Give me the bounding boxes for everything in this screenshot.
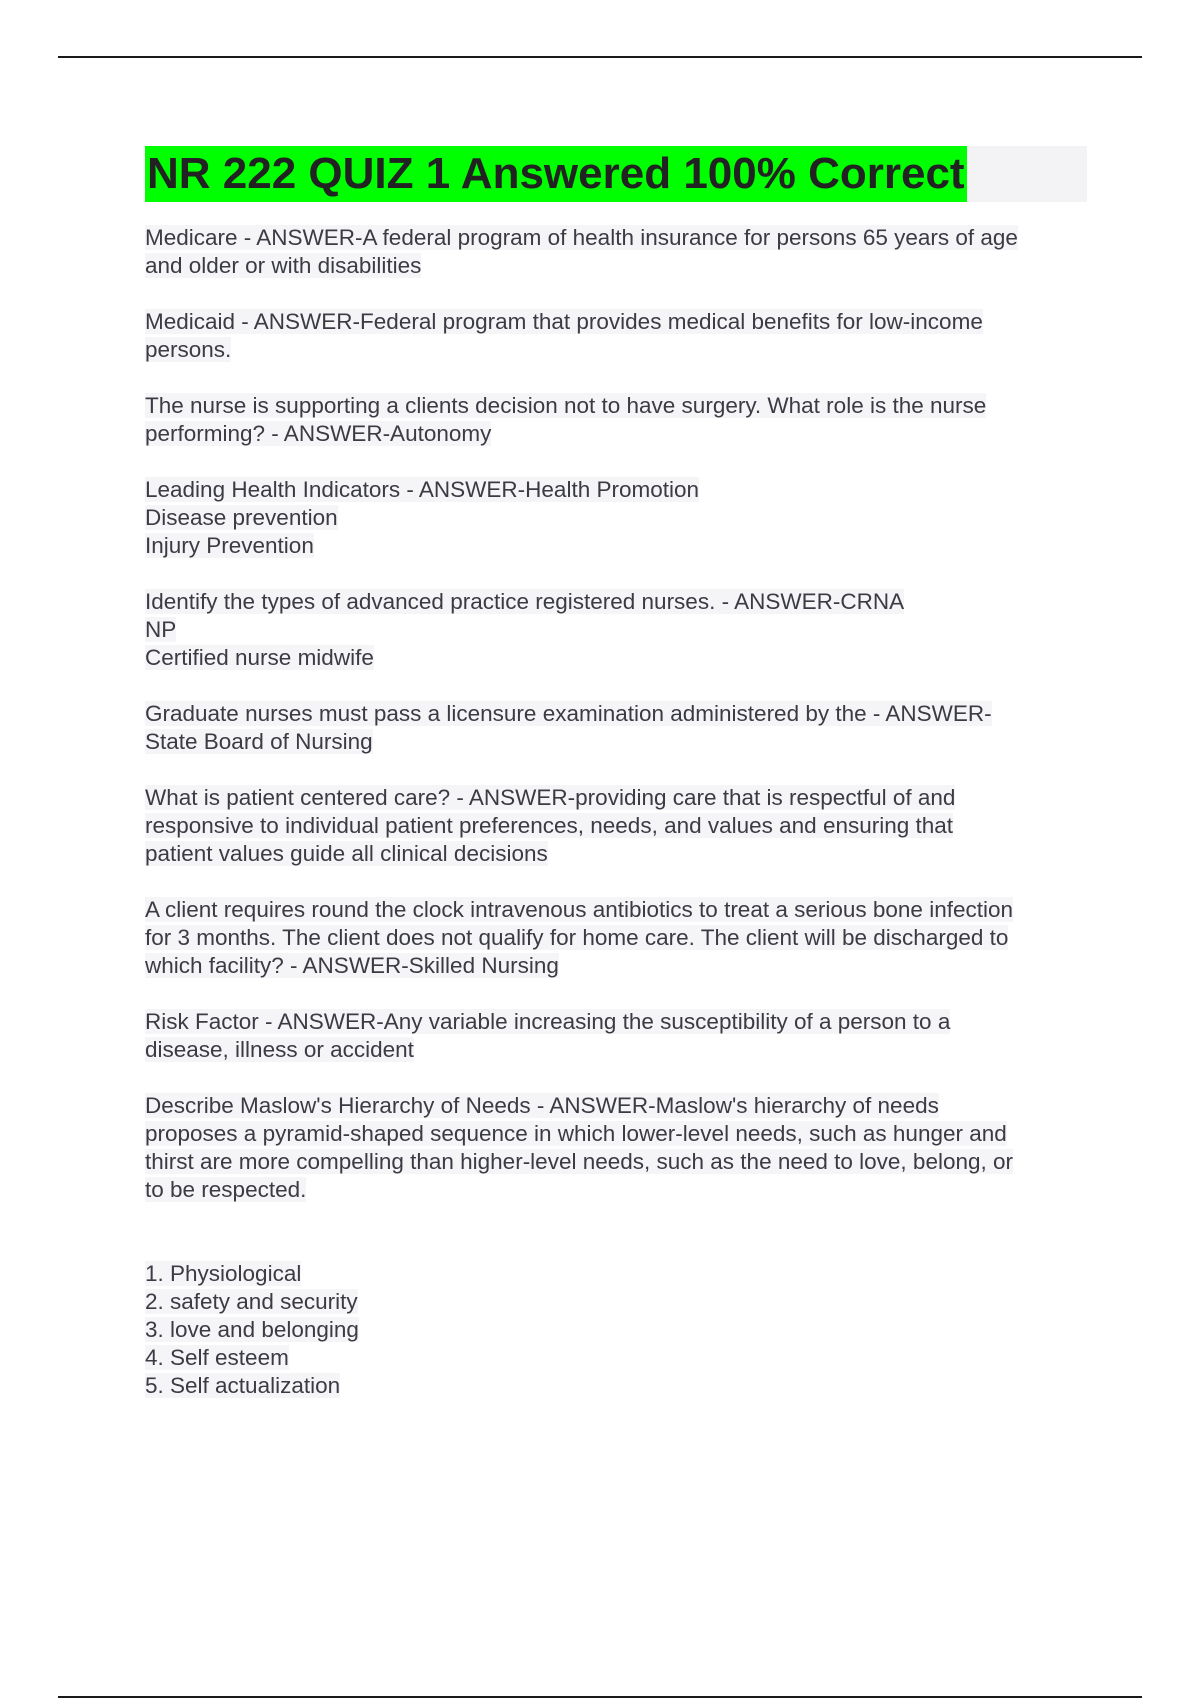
entry-line: Certified nurse midwife [145,645,374,670]
list-item: 5. Self actualization [145,1373,341,1398]
qa-entry-patient-centered-care [145,784,1085,868]
entry-line: patient values guide all clinical decisions [145,841,548,866]
qa-entry-licensure [145,700,1085,756]
entry-line: Injury Prevention [145,533,314,558]
qa-entry-maslow [145,1092,1085,1204]
entry-line: What is patient centered care? - ANSWER-providing care that is respectful of and [145,785,956,810]
entry-line: which facility? - ANSWER-Skilled Nursing [145,953,559,978]
list-item: 3. love and belonging [145,1317,359,1342]
entry-line: for 3 months. The client does not qualify for home care. The client will be discharged to [145,925,1009,950]
entry-line: responsive to individual patient preferences, needs, and values and ensuring that [145,813,954,838]
maslow-needs-list [145,1260,1085,1400]
entry-line: Identify the types of advanced practice registered nurses. - ANSWER-CRNA [145,589,905,614]
entry-line: Describe Maslow's Hierarchy of Needs - ANSWER-Maslow's hierarchy of needs [145,1093,939,1118]
document-title: NR 222 QUIZ 1 Answered 100% Correct [145,146,967,202]
entry-line: proposes a pyramid-shaped sequence in which lower-level needs, such as hunger and [145,1121,1007,1146]
qa-entry-leading-health-indicators [145,476,1085,560]
entry-line: The nurse is supporting a clients decision not to have surgery. What role is the nurse [145,393,987,418]
qa-entry-aprn-types [145,588,1085,672]
entry-line: Medicaid - ANSWER-Federal program that provides medical benefits for low-income [145,309,983,334]
top-rule [58,56,1142,58]
bottom-rule [58,1696,1142,1698]
entry-line: to be respected. [145,1177,307,1202]
list-item: 1. Physiological [145,1261,302,1286]
qa-entry-medicaid [145,308,1085,364]
entry-line: Graduate nurses must pass a licensure examination administered by the - ANSWER- [145,701,992,726]
entry-line: Risk Factor - ANSWER-Any variable increasing the susceptibility of a person to a [145,1009,951,1034]
entry-line: NP [145,617,177,642]
entry-line: disease, illness or accident [145,1037,414,1062]
qa-entry-skilled-nursing [145,896,1085,980]
entry-line: Disease prevention [145,505,338,530]
entry-line: Leading Health Indicators - ANSWER-Health Promotion [145,477,700,502]
entry-line: A client requires round the clock intravenous antibiotics to treat a serious bone infection [145,897,1013,922]
qa-entry-autonomy [145,392,1085,448]
document-body [145,146,1085,1400]
entry-line: thirst are more compelling than higher-level needs, such as the need to love, belong, or [145,1149,1014,1174]
list-item: 4. Self esteem [145,1345,289,1370]
entry-line: performing? - ANSWER-Autonomy [145,421,492,446]
list-item: 2. safety and security [145,1289,358,1314]
qa-entry-medicare [145,224,1085,280]
entry-line: persons. [145,337,232,362]
entry-line: Medicare - ANSWER-A federal program of health insurance for persons 65 years of age [145,225,1018,250]
title-bar [145,146,1087,202]
entry-line: State Board of Nursing [145,729,373,754]
qa-entry-risk-factor [145,1008,1085,1064]
entry-line: and older or with disabilities [145,253,422,278]
